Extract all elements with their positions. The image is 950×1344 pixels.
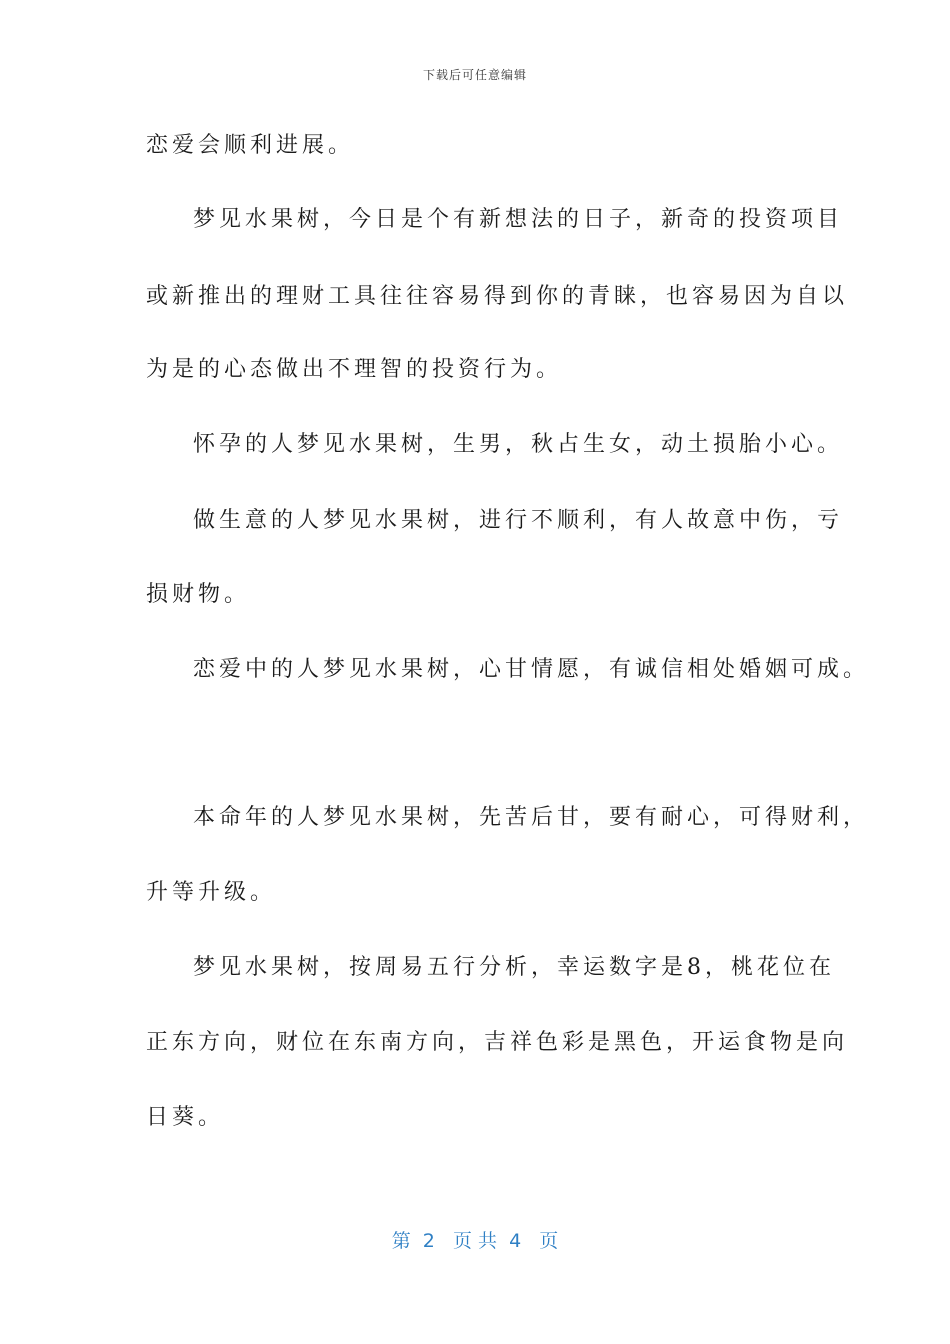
paragraph-line: 日葵。: [146, 1105, 225, 1130]
paragraph-line: 或新推出的理财工具往往容易得到你的青睐，也容易因为自以: [146, 284, 849, 309]
paragraph-line: 升等升级。: [146, 880, 277, 905]
paragraph-line: 梦见水果树，今日是个有新想法的日子，新奇的投资项目: [193, 207, 844, 232]
paragraph-line: 怀孕的人梦见水果树，生男，秋占生女，动土损胎小心。: [193, 432, 844, 457]
paragraph-line: 损财物。: [146, 582, 251, 607]
paragraph-line: 正东方向，财位在东南方向，吉祥色彩是黑色，开运食物是向: [146, 1030, 849, 1055]
paragraph-line: 为是的心态做出不理智的投资行为。: [146, 357, 563, 382]
paragraph-line: 做生意的人梦见水果树，进行不顺利，有人故意中伤，亏: [193, 508, 844, 533]
paragraph-line: 本命年的人梦见水果树，先苦后甘，要有耐心，可得财利，: [193, 805, 870, 830]
paragraph-line: 恋爱会顺利进展。: [146, 133, 355, 158]
page-number-footer: 第 2 页 共 4 页: [391, 1230, 559, 1252]
paragraph-line: 梦见水果树，按周易五行分析，幸运数字是8，桃花位在: [193, 955, 835, 980]
paragraph-line: 恋爱中的人梦见水果树，心甘情愿，有诚信相处婚姻可成。: [193, 657, 870, 682]
page-header: 下载后可任意编辑: [422, 68, 527, 82]
